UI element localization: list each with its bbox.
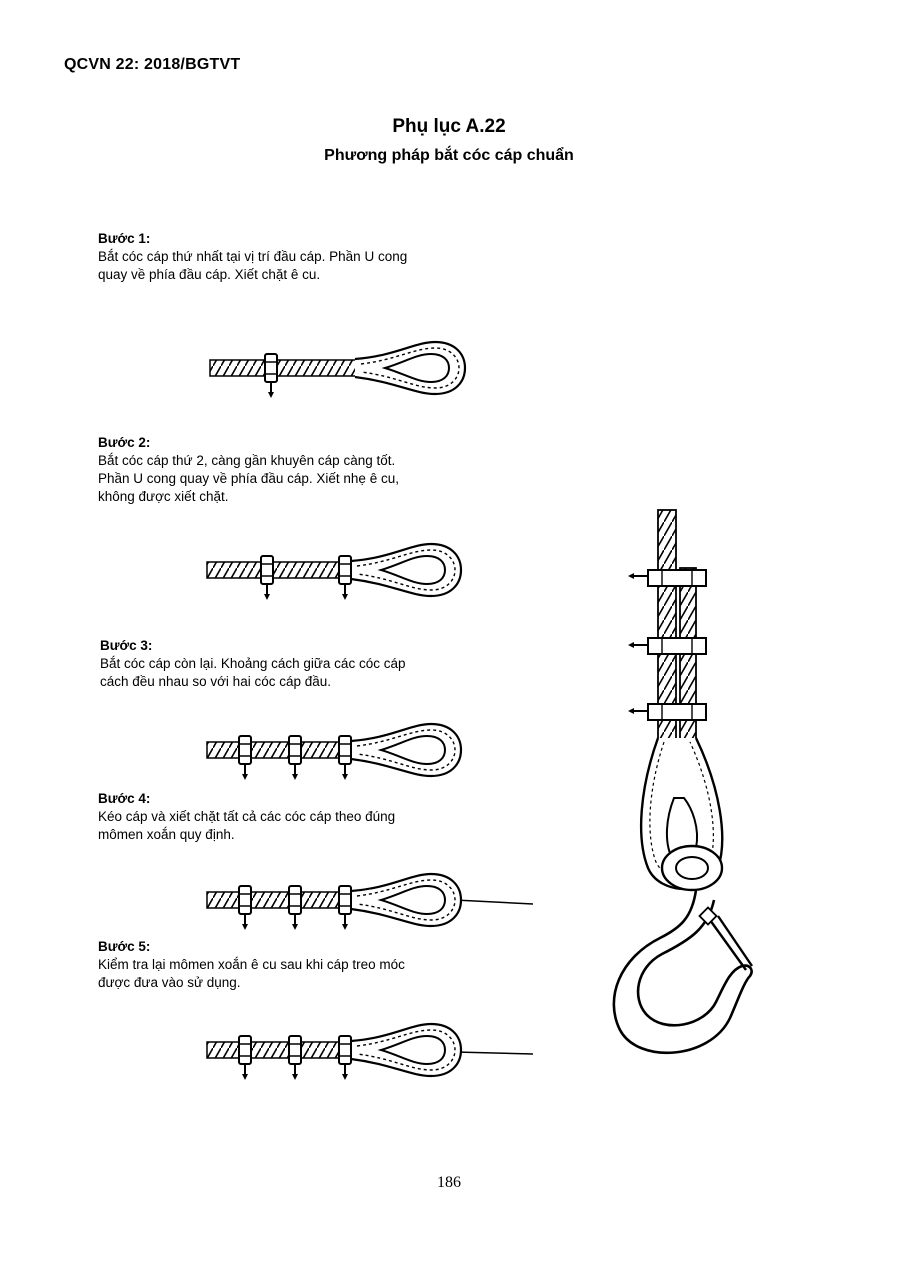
step-4-label: Bước 4:: [98, 791, 151, 806]
wire-rope-clip: [339, 886, 351, 930]
vertical-clip-1: [628, 570, 706, 586]
step-3-label: Bước 3:: [100, 638, 153, 653]
step-3: [100, 637, 520, 691]
appendix-title: Phụ lục A.22: [392, 116, 506, 137]
wire-rope-clip: [239, 886, 251, 930]
wire-rope-clip: [261, 556, 273, 600]
page-number: 186: [437, 1174, 461, 1191]
step-2-figure: [205, 540, 475, 606]
step-4: [98, 790, 518, 844]
wire-rope-clip: [289, 1036, 301, 1080]
appendix-subtitle: Phương pháp bắt cóc cáp chuẩn: [324, 147, 574, 164]
wire-rope-clip: [339, 736, 351, 780]
wire-rope-clip: [265, 354, 277, 398]
step-5-label: Bước 5:: [98, 939, 151, 954]
step-5-text: Kiểm tra lại mômen xoắn ê cu sau khi cáp treo móc được đưa vào sử dụng.: [98, 957, 405, 990]
pull-line: [455, 1052, 533, 1054]
rope-eye-thimble: [351, 874, 461, 926]
document-code: QCVN 22: 2018/BGTVT: [64, 56, 241, 73]
wire-rope-clip: [239, 1036, 251, 1080]
step-1-figure: [205, 338, 475, 402]
step-4-text: Kéo cáp và xiết chặt tất cả các cóc cáp theo đúng mômen xoắn quy định.: [98, 809, 396, 842]
step-1-label: Bước 1:: [98, 231, 151, 246]
rope-eye-thimble: [355, 342, 465, 394]
pull-line: [455, 900, 533, 904]
rope-eye-thimble: [351, 1024, 461, 1076]
step-2-text: Bắt cóc cáp thứ 2, càng gần khuyên cáp càng tốt. Phần U cong quay về phía đầu cáp. Xiết nhẹ ê cu, không được xiết chặt.: [98, 453, 399, 504]
step-2-label: Bước 2:: [98, 435, 151, 450]
rope-eye-thimble: [351, 544, 461, 596]
wire-rope-clip: [289, 886, 301, 930]
wire-rope-clip: [339, 556, 351, 600]
wire-rope-clip: [289, 736, 301, 780]
hook-rope-illustration: [600, 508, 770, 1060]
step-5: [98, 938, 518, 992]
hook-body: [614, 890, 752, 1053]
step-1-text: Bắt cóc cáp thứ nhất tại vị trí đầu cáp. Phần U cong quay về phía đầu cáp. Xiết chặt ê cu.: [98, 249, 408, 282]
wire-rope-clip: [239, 736, 251, 780]
step-2: [98, 434, 518, 506]
rope-eye-thimble: [351, 724, 461, 776]
step-5-figure: [205, 1020, 535, 1086]
step-3-text: Bắt cóc cáp còn lại. Khoảng cách giữa các cóc cáp cách đều nhau so với hai cóc cáp đầu.: [100, 656, 406, 689]
step-3-figure: [205, 720, 475, 786]
step-1: [98, 230, 518, 284]
wire-rope-clip: [339, 1036, 351, 1080]
vertical-clip-2: [628, 638, 706, 654]
vertical-clip-3: [628, 704, 706, 720]
step-4-figure: [205, 870, 535, 936]
